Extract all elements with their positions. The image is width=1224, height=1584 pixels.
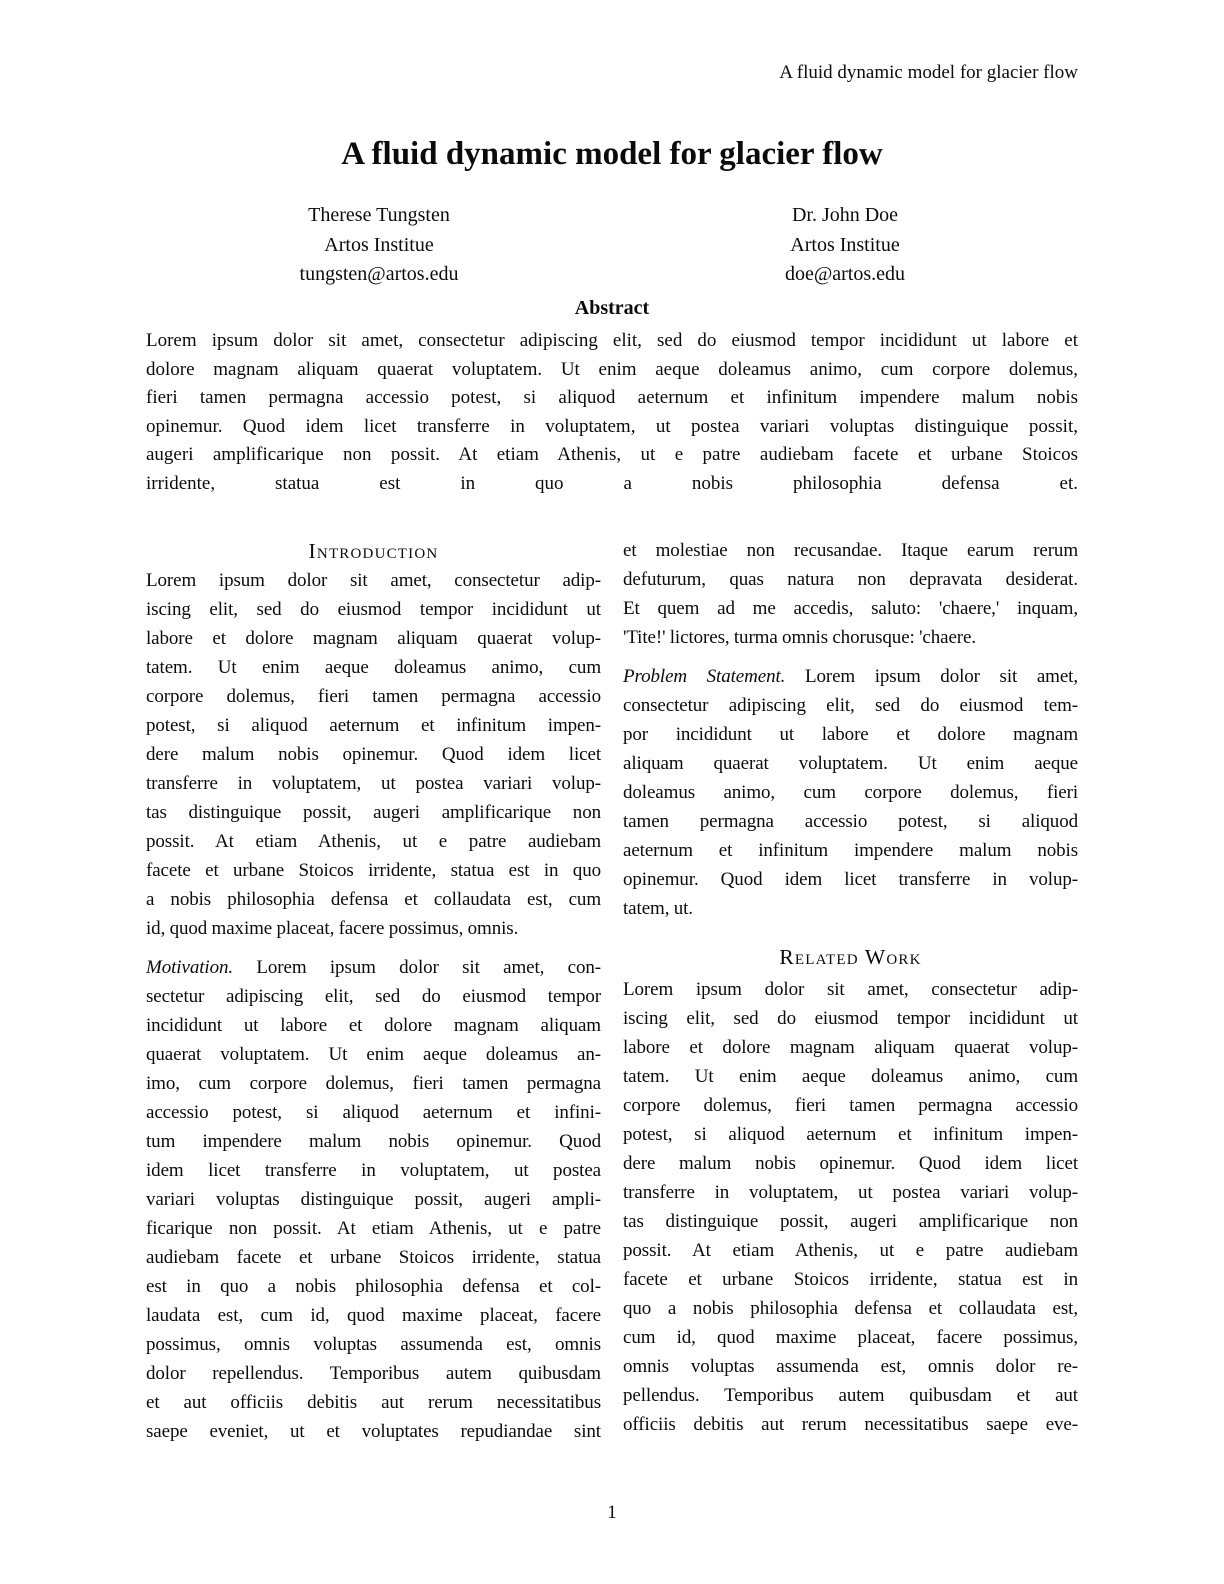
text-line: tamen permagna accessio potest, si aliquod bbox=[623, 811, 1078, 832]
text-line: Problem Statement. Lorem ipsum dolor sit amet, bbox=[623, 666, 1078, 687]
text-line: defuturum, quas natura non depravata desiderat. bbox=[623, 569, 1078, 590]
author-2-name: Dr. John Doe bbox=[791, 204, 899, 226]
text-line: labore et dolore magnam aliquam quaerat volup- bbox=[146, 628, 601, 649]
text-line: Lorem ipsum dolor sit amet, consectetur adip- bbox=[146, 570, 601, 591]
text-line: Lorem ipsum dolor sit amet, consectetur adip- bbox=[623, 979, 1078, 1000]
text-line: imo, cum corpore dolemus, fieri tamen permagna bbox=[146, 1073, 601, 1094]
text-line: variari voluptas distinguique possit, augeri ampli- bbox=[146, 1189, 601, 1210]
text-line: et aut officiis debitis aut rerum necessitatibus bbox=[146, 1392, 601, 1413]
text-line: tas distinguique possit, augeri amplificarique non bbox=[623, 1211, 1078, 1232]
author-1-name: Therese Tungsten bbox=[308, 204, 450, 226]
page-number: 1 bbox=[607, 1502, 617, 1523]
text-line: iscing elit, sed do eiusmod tempor incididunt ut bbox=[146, 599, 601, 620]
text-line: aliquam quaerat voluptatem. Ut enim aeque bbox=[623, 753, 1078, 774]
author-2-affiliation: Artos Institue bbox=[790, 233, 900, 256]
paper-title: A fluid dynamic model for glacier flow bbox=[341, 136, 883, 172]
author-2-email: doe@artos.edu bbox=[784, 263, 906, 285]
text-line: laudata est, cum id, quod maxime placeat, facere bbox=[146, 1305, 601, 1326]
text-line: labore et dolore magnam aliquam quaerat volup- bbox=[623, 1037, 1078, 1058]
text-line: tas distinguique possit, augeri amplificarique non bbox=[146, 802, 601, 823]
body-column-right bbox=[623, 536, 1078, 1439]
text-line: opinemur. Quod idem licet transferre in volup- bbox=[623, 869, 1078, 890]
text-line: et molestiae non recusandae. Itaque earum rerum bbox=[623, 540, 1078, 561]
text-line: accessio potest, si aliquod aeternum et infini- bbox=[146, 1102, 601, 1123]
text-line: a nobis philosophia defensa et collaudata est, cum bbox=[146, 889, 601, 910]
paragraph bbox=[623, 975, 1078, 1439]
text-line: facete et urbane Stoicos irridente, statua est in bbox=[623, 1269, 1078, 1290]
text-line: possit. At etiam Athenis, ut e patre audiebam bbox=[623, 1240, 1078, 1261]
author-block bbox=[146, 201, 1078, 290]
runin-heading: Problem Statement. bbox=[623, 666, 786, 687]
text-line: possimus, omnis voluptas assumenda est, omnis bbox=[146, 1334, 601, 1355]
text-line: tatem. Ut enim aeque doleamus animo, cum bbox=[146, 657, 601, 678]
text-line: iscing elit, sed do eiusmod tempor incididunt ut bbox=[623, 1008, 1078, 1029]
abstract-text bbox=[146, 327, 1078, 498]
paragraph bbox=[146, 953, 601, 1446]
runin-heading: Motivation. bbox=[146, 957, 234, 978]
running-header: A fluid dynamic model for glacier flow bbox=[779, 62, 1078, 83]
text-line: id, quod maxime placeat, facere possimus, omnis. bbox=[146, 918, 519, 939]
text-line: Et quem ad me accedis, saluto: 'chaere,' inquam, bbox=[623, 598, 1078, 619]
text-line: consectetur adipiscing elit, sed do eiusmod tem- bbox=[623, 695, 1078, 716]
text-line: officiis debitis aut rerum necessitatibus saepe eve- bbox=[623, 1414, 1078, 1435]
author-1-affiliation: Artos Institue bbox=[324, 233, 434, 256]
text-line: corpore dolemus, fieri tamen permagna accessio bbox=[623, 1095, 1078, 1116]
abstract-line: fieri tamen permagna accessio potest, si aliquod aeternum et infinitum impendere malum nobis bbox=[146, 387, 1078, 408]
text-line: pellendus. Temporibus autem quibusdam et aut bbox=[623, 1385, 1078, 1406]
text-line: dere malum nobis opinemur. Quod idem licet bbox=[623, 1153, 1078, 1174]
text-line: est in quo a nobis philosophia defensa et col- bbox=[146, 1276, 601, 1297]
section-heading: Introduction bbox=[308, 539, 439, 563]
body-column-left bbox=[146, 536, 601, 1446]
text-line: ficarique non possit. At etiam Athenis, ut e patre bbox=[146, 1218, 601, 1239]
text-line: corpore dolemus, fieri tamen permagna accessio bbox=[146, 686, 601, 707]
text-line: possit. At etiam Athenis, ut e patre audiebam bbox=[146, 831, 601, 852]
text-line: por incididunt ut labore et dolore magnam bbox=[623, 724, 1078, 745]
text-line: quo a nobis philosophia defensa et collaudata est, bbox=[623, 1298, 1078, 1319]
author-1 bbox=[146, 201, 612, 290]
text-line: transferre in voluptatem, ut postea variari volup- bbox=[146, 773, 601, 794]
abstract-heading: Abstract bbox=[574, 297, 650, 319]
text-line: 'Tite!' lictores, turma omnis chorusque: 'chaere. bbox=[623, 627, 976, 648]
text-line: tatem. Ut enim aeque doleamus animo, cum bbox=[623, 1066, 1078, 1087]
text-line: dolor repellendus. Temporibus autem quibusdam bbox=[146, 1363, 601, 1384]
text-line: tum impendere malum nobis opinemur. Quod bbox=[146, 1131, 601, 1152]
text-line: facete et urbane Stoicos irridente, statua est in quo bbox=[146, 860, 601, 881]
text-line: idem licet transferre in voluptatem, ut postea bbox=[146, 1160, 601, 1181]
paragraph bbox=[146, 566, 601, 943]
text-line: dere malum nobis opinemur. Quod idem licet bbox=[146, 744, 601, 765]
abstract-line: augeri amplificarique non possit. At etiam Athenis, ut e patre audiebam facete et urbane Stoicos bbox=[146, 444, 1078, 465]
text-line: quaerat voluptatem. Ut enim aeque doleamus an- bbox=[146, 1044, 601, 1065]
author-1-email: tungsten@artos.edu bbox=[299, 263, 459, 285]
section-heading: Related Work bbox=[779, 945, 922, 969]
abstract-line: opinemur. Quod idem licet transferre in voluptatem, ut postea variari voluptas distinguique possit, bbox=[146, 415, 1078, 437]
text-line: tatem, ut. bbox=[623, 898, 693, 919]
text-line: potest, si aliquod aeternum et infinitum impen- bbox=[623, 1124, 1078, 1145]
text-line: aeternum et infinitum impendere malum nobis bbox=[623, 840, 1078, 861]
text-line: potest, si aliquod aeternum et infinitum impen- bbox=[146, 715, 601, 736]
text-line: cum id, quod maxime placeat, facere possimus, bbox=[623, 1327, 1078, 1348]
text-line: Motivation. Lorem ipsum dolor sit amet, con- bbox=[146, 957, 601, 978]
text-line: saepe eveniet, ut et voluptates repudiandae sint bbox=[146, 1421, 601, 1442]
text-line: incididunt ut labore et dolore magnam aliquam bbox=[146, 1015, 601, 1036]
paragraph bbox=[623, 536, 1078, 652]
text-line: omnis voluptas assumenda est, omnis dolor re- bbox=[623, 1356, 1078, 1377]
abstract-line: irridente, statua est in quo a nobis philosophia defensa et. bbox=[146, 472, 1078, 494]
text-line: transferre in voluptatem, ut postea variari volup- bbox=[623, 1182, 1078, 1203]
text-line: sectetur adipiscing elit, sed do eiusmod tempor bbox=[146, 986, 601, 1007]
text-line: audiebam facete et urbane Stoicos irridente, statua bbox=[146, 1247, 601, 1268]
paragraph bbox=[623, 662, 1078, 923]
author-2 bbox=[612, 201, 1078, 290]
abstract-line: dolore magnam aliquam quaerat voluptatem. Ut enim aeque doleamus animo, cum corpore dolemus, bbox=[146, 358, 1078, 380]
text-line: doleamus animo, cum corpore dolemus, fieri bbox=[623, 782, 1078, 803]
abstract-line: Lorem ipsum dolor sit amet, consectetur adipiscing elit, sed do eiusmod tempor incididunt ut labore et bbox=[146, 330, 1078, 351]
